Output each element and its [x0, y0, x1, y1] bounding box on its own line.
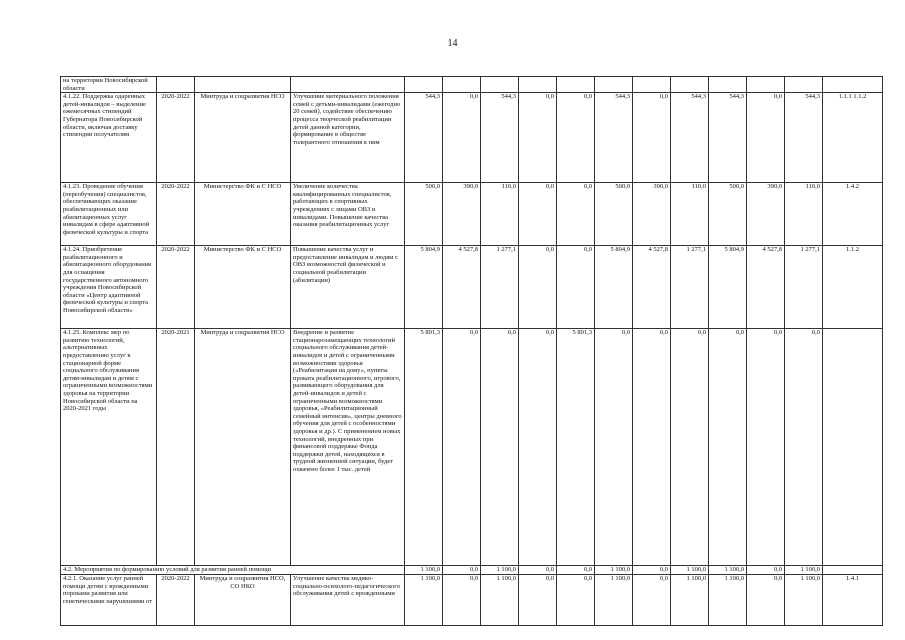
section-value: 1 100,0 [405, 566, 443, 575]
funding-value: 544,3 [785, 93, 823, 183]
funding-value: 5 804,9 [595, 246, 633, 329]
funding-value: 110,0 [481, 183, 519, 246]
section-value: 0,0 [557, 566, 595, 575]
funding-value: 1 100,0 [785, 575, 823, 626]
funding-value: 4 527,8 [443, 246, 481, 329]
page-number: 14 [447, 38, 458, 49]
funding-value: 0,0 [557, 575, 595, 626]
funding-value: 1 277,1 [671, 246, 709, 329]
funding-value: 1 277,1 [785, 246, 823, 329]
activity-name: 4.1.24. Приобретение реабилитационного и абилитационного оборудования для оснащения государственного автономного учреждения Новосибирской области «Центр адаптивной физической культуры и спорта Новосибирской области» [61, 246, 157, 329]
section-value: 1 100,0 [785, 566, 823, 575]
activity-executor: Минтруда и соцразвития НСО [195, 329, 291, 566]
table-row [61, 183, 883, 246]
funding-value: 544,3 [405, 93, 443, 183]
funding-value: 0,0 [519, 93, 557, 183]
indicator-code: 1.4.2 [823, 183, 883, 246]
indicator-code: 1.1.2 [823, 246, 883, 329]
funding-value: 0,0 [709, 329, 747, 566]
activities-table [60, 76, 883, 626]
section-value: 0,0 [519, 566, 557, 575]
funding-value: 1 100,0 [709, 575, 747, 626]
activity-result: Увеличение количества квалифицированных специалистов, работающих в спортивных учреждениях с лицами ОВЗ и инвалидами. Повышение качества оказания реабилитационных услуг [291, 183, 405, 246]
funding-value: 500,0 [595, 183, 633, 246]
funding-value: 0,0 [633, 93, 671, 183]
funding-value: 5 804,9 [405, 246, 443, 329]
funding-value: 0,0 [633, 575, 671, 626]
continuation-cell: на территории Новосибирской области [61, 77, 157, 93]
funding-value: 390,0 [747, 183, 785, 246]
activity-executor: Минтруда и соцразвития НСО, СО НКО [195, 575, 291, 626]
table-row [61, 246, 883, 329]
section-value: 0,0 [633, 566, 671, 575]
funding-value: 4 527,8 [633, 246, 671, 329]
funding-value: 1 100,0 [481, 575, 519, 626]
activity-result: Повышение качества услуг и предоставление инвалидам и людям с ОВЗ возможностей физической и социальной реабилитации (абилитации) [291, 246, 405, 329]
activity-period: 2020-2022 [157, 93, 195, 183]
funding-value: 500,0 [709, 183, 747, 246]
funding-value: 0,0 [785, 329, 823, 566]
funding-value: 0,0 [443, 329, 481, 566]
activity-result: Улучшение материального положения семей с детьми-инвалидами (ежегодно 20 семей), содействие обеспечению процесса творческой реабилитации детей данной категории, формирование в обществе толерантного отношения к ним [291, 93, 405, 183]
funding-value: 1 100,0 [405, 575, 443, 626]
section-value: 0,0 [443, 566, 481, 575]
continuation-row [61, 77, 883, 93]
activity-result: Внедрение и развитие стационарозамещающих технологий социального обслуживания детей-инвалидов и детей с ограниченными возможностями здоровья («Реабилитация на дому», пункты проката реабилитационного, игрового, развивающего оборудования для детей-инвалидов и детей с ограниченными возможностями здоровья, «Реабилитационный семейный интенсив», центры дневного обучения для детей с особенностями здоровья и др.). С применением новых технологий, внедренных при финансовой поддержке Фонда поддержки детей, находящихся в трудной жизненной ситуации, будет охвачено более 1 тыс. детей [291, 329, 405, 566]
section-value: 1 100,0 [671, 566, 709, 575]
activity-name: 4.1.23. Проведение обучения (переобучения) специалистов, обеспечивающих оказание реабилитационных или абилитационных услуг инвалидам в сфере адаптивной физической культуры и спорта [61, 183, 157, 246]
funding-value: 544,3 [709, 93, 747, 183]
funding-value: 0,0 [595, 329, 633, 566]
table-row [61, 329, 883, 566]
activity-name: 4.2.1. Оказание услуг ранней помощи детям с врожденными пороками развития или генетическими нарушениями от [61, 575, 157, 626]
funding-value: 0,0 [557, 93, 595, 183]
activity-period: 2020-2021 [157, 329, 195, 566]
funding-value: 0,0 [557, 246, 595, 329]
activity-executor: Минтруда и соцразвития НСО [195, 93, 291, 183]
funding-value: 0,0 [519, 329, 557, 566]
funding-value: 5 891,3 [405, 329, 443, 566]
funding-value: 390,0 [443, 183, 481, 246]
section-value: 1 100,0 [481, 566, 519, 575]
funding-value: 0,0 [519, 575, 557, 626]
activity-period: 2020-2022 [157, 183, 195, 246]
funding-value: 0,0 [747, 329, 785, 566]
activity-period: 2020-2022 [157, 575, 195, 626]
activity-executor: Министерство ФК и С НСО [195, 246, 291, 329]
funding-value: 0,0 [481, 329, 519, 566]
section-value: 1 100,0 [595, 566, 633, 575]
funding-value: 1 277,1 [481, 246, 519, 329]
section-value: 0,0 [747, 566, 785, 575]
activity-name: 4.1.25. Комплекс мер по развитию технологий, альтернативных предоставлению услуг в стационарной форме социального обслуживания детям-инвалидам и детям с ограниченными возможностями здоровья на территории Новосибирской области на 2020-2021 годы [61, 329, 157, 566]
funding-value: 544,3 [671, 93, 709, 183]
funding-value: 0,0 [557, 183, 595, 246]
indicator-code [823, 329, 883, 566]
funding-value: 0,0 [747, 575, 785, 626]
funding-value: 0,0 [747, 93, 785, 183]
activity-result: Улучшение качества медико-социально-психолого-педагогического обслуживания детей с врожденными [291, 575, 405, 626]
activity-executor: Министерство ФК и С НСО [195, 183, 291, 246]
funding-value: 1 100,0 [595, 575, 633, 626]
activity-name: 4.1.22. Поддержка одаренных детей-инвалидов – выделение ежемесячных стипендий Губернатора Новосибирской области, включая доставку стипендии получателям [61, 93, 157, 183]
funding-value: 544,3 [595, 93, 633, 183]
section-title: 4.2. Мероприятия по формированию условий для развития ранней помощи [61, 566, 405, 575]
table-row [61, 93, 883, 183]
funding-value: 110,0 [785, 183, 823, 246]
funding-value: 544,3 [481, 93, 519, 183]
funding-value: 110,0 [671, 183, 709, 246]
section-value: 1 100,0 [709, 566, 747, 575]
funding-value: 390,0 [633, 183, 671, 246]
funding-value: 0,0 [443, 93, 481, 183]
indicator-code: 1.4.1 [823, 575, 883, 626]
funding-value: 0,0 [519, 246, 557, 329]
section-code [823, 566, 883, 575]
table-row [61, 575, 883, 626]
funding-value: 500,0 [405, 183, 443, 246]
indicator-code: 1.1.1 1.1.2 [823, 93, 883, 183]
funding-value: 0,0 [519, 183, 557, 246]
funding-value: 0,0 [633, 329, 671, 566]
funding-value: 1 100,0 [671, 575, 709, 626]
funding-value: 0,0 [443, 575, 481, 626]
funding-value: 4 527,8 [747, 246, 785, 329]
activity-period: 2020-2022 [157, 246, 195, 329]
funding-value: 5 891,3 [557, 329, 595, 566]
funding-value: 5 804,9 [709, 246, 747, 329]
section-row [61, 566, 883, 575]
funding-value: 0,0 [671, 329, 709, 566]
